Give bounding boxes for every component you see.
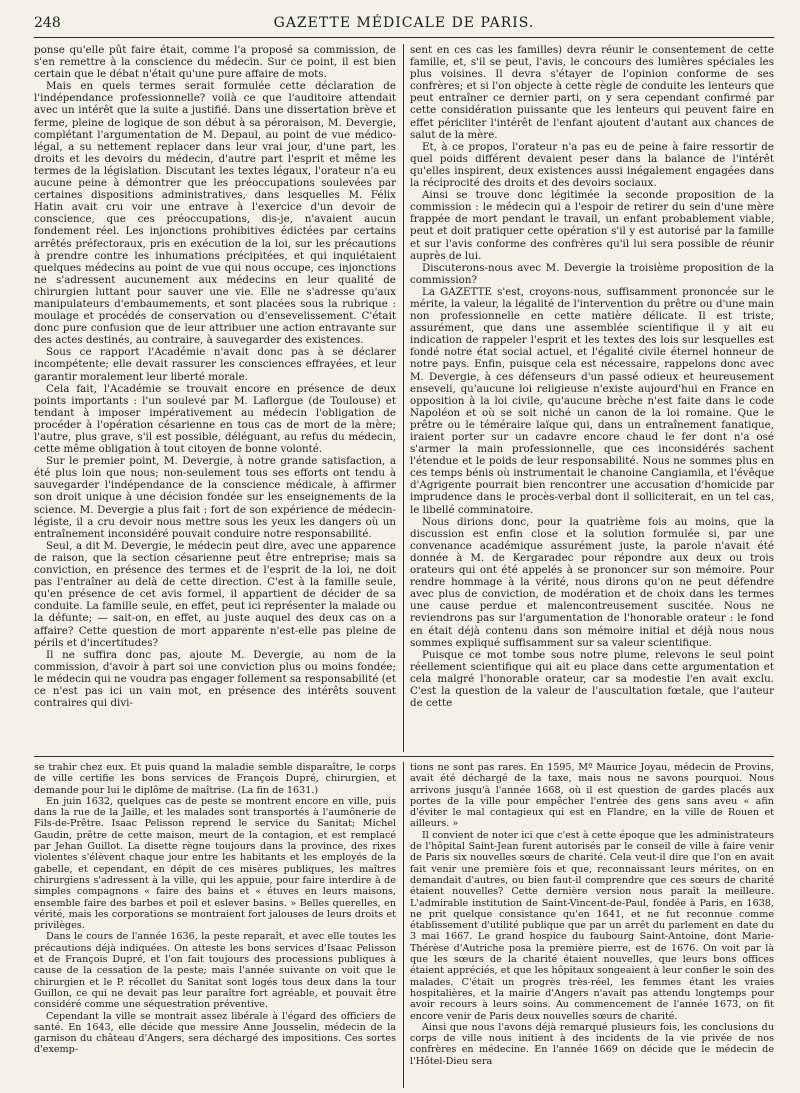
paragraph: Mais en quels termes serait formulée cette déclaration de l'indépendance professionnelle? voilà ce que l'auditoire attendait avec un intérêt que la suite a justifié. Dans une dissertation brève et ferme, pleine de logique de son début à sa péroraison, M. Devergie, complétant l'argumentation de M. Depaul, au point de vue médico-légal, a su nettement replacer dans leur vrai jour, d'une part, les droits et les devoirs du médecin, d'autre part l'esprit et même les termes de la législation. Discutant les textes légaux, l'orateur n'a eu aucune peine à démontrer que les préoccupations soulevées par certaines dispositions administratives, dans lesquelles M. Félix Hatin avait cru voir une entrave à l'exercice d'un devoir de conscience, que ces préoccupations, dis-je, n'avaient aucun fondement réel. Les injonctions prohibitives édictées par certains arrêtés préfectoraux, pris en exécution de la loi, sur les précautions à prendre contre les inhumations précipitées, et qui inquiétaient quelques médecins au point de vue qui nous occupe, ces injonctions ne s'adressent aucunement aux médecins en leur qualité de chirurgien luttant pour sauver une vie. Elle ne s'adresse qu'aux manipulateurs d'embaumements, et sont placées sous la rubrique : moulage et procédés de conservation ou d'ensevelissement. C'était donc pure confusion que de leur attribuer une action entravante sur des actes destinés, au contraire, à sauvegarder des existences. [34, 80, 396, 347]
column-divider [403, 44, 404, 752]
paragraph: Sur le premier point, M. Devergie, à notre grande satisfaction, a été plus loin que nous; non-seulement tous ses efforts ont tendu à sauvegarder l'indépendance de la conscience médicale, à affirmer son droit unique à une décision fondée sur les enseignements de la science. M. Devergie a plus fait : fort de son expérience de médecin-légiste, il a cru devoir nous mettre sous les yeux les dangers où un entraînement inconsidéré pouvait conduire notre responsabilité. [34, 455, 396, 540]
paragraph: Discuterons-nous avec M. Devergie la troisième proposition de la commission? [410, 261, 774, 286]
paragraph: ponse qu'elle pût faire était, comme l'a proposé sa commission, de s'en remettre à la conscience du médecin. Sur ce point, il est bien certain que le débat n'était qu'une pure affaire de mots. [34, 44, 396, 81]
paragraph: Seul, a dit M. Devergie, le médecin peut dire, avec une apparence de raison, que la section césarienne peut être entreprise; mais sa conviction, en présence des termes et de l'esprit de la loi, ne doit pas l'entraîner au delà de cette direction. C'est à la famille seule, qu'en présence de cet avis formel, il appartient de décider de sa conduite. La famille seule, en effet, peut ici représenter la malade ou la défunte; — sait-on, en effet, au juste auquel des deux cas on a affaire? Cette question de mort apparente n'est-elle pas pleine de périls et d'incertitudes? [34, 539, 396, 649]
page-header [34, 15, 774, 38]
paragraph: En juin 1632, quelques cas de peste se montrent encore en ville, puis dans la rue de la Jaille, et les malades sont transportés à l'aumônerie de Fils-de-Prêtre. Isaac Pelisson reprend le service du Sanitat; Michel Gaudin, prêtre de cette maison, meurt de la contagion, et est remplacé par Jehan Guillot. La disette règne toujours dans la province, des rixes violentes s'élèvent chaque jour entre les habitants et les employés de la gabelle, et cependant, en dépit de ces misères publiques, les maîtres chirurgiens s'adressent à la ville, qui les appuie, pour faire interdire à de simples compagnons « faire des bains et « étuves en leurs maisons, ensemble faire des barbes et poil et eslever basins. » Belles querelles, en vérité, mais les corporations se montraient fort jalouses de leurs droits et privilèges. [34, 795, 396, 932]
paragraph: Nous dirions donc, pour la quatrième fois au moins, que la discussion est enfin close et la solution formulée si, par une convenance académique assurément juste, la parole n'avait été donnée à M. de Kergaradec pour répondre aux deux ou trois orateurs qui ont été appelés à se prononcer sur son mémoire. Pour rendre hommage à la vérité, nous dirons qu'on ne peut défendre avec plus de conviction, de modération et de choix dans les termes une cause perdue et malencontreusement suscitée. Nous ne reviendrons pas sur l'argumentation de l'honorable orateur : le fond en était déjà contenu dans son mémoire initial et déjà nous nous sommes expliqué suffisamment sur sa valeur scientifique. [410, 515, 774, 649]
paragraph: Dans le cours de l'année 1636, la peste reparaît, et avec elle toutes les précautions déjà indiquées. On atteste les bons services d'Isaac Pelisson et de François Dupré, et l'on fait toujours des processions publiques à cause de la cessation de la peste; mais l'année suivante on voit que le chirurgien et le P. récollet du Sanitat sont logés tous deux dans la tour Guillon, ce qui ne devait pas leur paraître fort agréable, et pouvait être considéré comme une séquestration préventive. [34, 931, 396, 1011]
paragraph: Sous ce rapport l'Académie n'avait donc pas à se déclarer incompétente; elle devait rassurer les consciences effrayées, et leur garantir moralement leur liberté morale. [34, 346, 396, 383]
paragraph: Il ne suffira donc pas, ajoute M. Devergie, au nom de la commission, d'avoir à part soi une conviction plus ou moins fondée; le médecin qui ne voudra pas engager follement sa responsabilité (et ce n'est pas ici un vain mot, en présence des intérêts souvent contraires qui divi- [34, 648, 396, 710]
feuilleton-divider [34, 756, 774, 757]
paragraph: Puisque ce mot tombe sous notre plume, relevons le seul point réellement scientifique qui ait eu place dans cette argumentation et cela malgré l'honorable orateur, car sa modestie l'en avait exclu. C'est la question de la valeur de l'auscultation fœtale, que l'auteur de cette [410, 648, 774, 710]
paragraph: Cependant la ville se montrait assez libérale à l'égard des officiers de santé. En 1643, elle décide que messire Anne Jousselin, médecin de la garnison du château d'Angers, sera déchargé des impositions. Ces sortes d'exemp- [34, 1010, 396, 1056]
paragraph: sent en ces cas les familles) devra réunir le consentement de cette famille, et, s'il se peut, l'avis, le concours des lumières spéciales les plus voisines. Il devra s'étayer de l'opinion conforme de ses confrères; et si l'on objecte à cette règle de conduite les lenteurs que peut entraîner ce dernier parti, on y sera cependant confirmé par cette considération puissante que les lenteurs qui peuvent faire en effet péricliter l'intérêt de l'enfant ajoutent d'autant aux chances de salut de la mère. [410, 44, 774, 141]
paragraph: La GAZETTE s'est, croyons-nous, suffisamment prononcée sur le mérite, la valeur, la légalité de l'intervention du prêtre ou d'une main non professionnelle en cette matière délicate. Il est triste, assurément, que dans une assemblée scientifique il y ait eu indication de rappeler l'esprit et les textes des lois sur lesquelles est fondé notre état social actuel, et l'égalité civile éternel honneur de notre pays. Enfin, puisque cela est nécessaire, rappelons donc avec M. Devergie, à ces défenseurs d'un passé odieux et heureusement enseveli, qu'aucune loi religieuse n'existe aujourd'hui en France en opposition à la loi civile, qu'aucune brèche n'est faite dans le code Napoléon et où se soit niché un canon de la loi romaine. Que le prêtre ou le téméraire laïque qui, dans un entraînement fanatique, iraient porter sur un cadavre encore chaud le fer dont n'a osé s'armer la main professionnelle, que ces inconsidérés sachent l'étendue et le poids de leur responsabilité. Nous ne sommes plus en ces temps bénis où instrumentait le chanoine Cangiamila, et l'évêque d'Agrigente pourrait bien rencontrer une accusation d'homicide par imprudence dans le procès-verbal dont il solliciterait, en un tel cas, le libellé comminatoire. [410, 285, 774, 516]
paragraph: tions ne sont pas rares. En 1595, Mº Maurice Joyau, médecin de Provins, avait été déchargé de la taxe, mais nous ne savons pourquoi. Nous arrivons jusqu'à l'année 1668, où il est question de gardes placés aux portes de la ville pour empêcher l'entrée des gens sans aveu « afin d'éviter le mal contagieux qui est en Flandre, en la ville de Rouen et ailleurs. » [410, 762, 774, 830]
paragraph: se trahir chez eux. Et puis quand la maladie semble disparaître, le corps de ville certifie les bons services de François Dupré, chirurgien, et demande pour lui le diplôme de maîtrise. (La fin de 1631.) [34, 762, 396, 796]
page-number: 248 [34, 15, 61, 31]
column-bottom-left [34, 762, 396, 1090]
paragraph: Cela fait, l'Académie se trouvait encore en présence de deux points importants : l'un soulevé par M. Laflorgue (de Toulouse) et tendant à imposer impérativement au médecin l'obligation de procéder à l'opération césarienne en tous cas de mort de la mère; l'autre, plus grave, s'il est possible, déléguant, au refus du médecin, cette même obligation à tout citoyen de bonne volonté. [34, 382, 396, 456]
paragraph: Il convient de noter ici que c'est à cette époque que les administrateurs de l'hôpital Saint-Jean furent autorisés par le conseil de ville à faire venir de Paris six nouvelles sœurs de charité. Cela veut-il dire que l'on en avait fait venir une première fois et que, reconnaissant leurs mérites, on en demandait d'autres, ou bien faut-il comprendre que ces sœurs de charité étaient nouvelles? Cette dernière version nous paraît la meilleure. L'admirable institution de Saint-Vincent-de-Paul, fondée à Paris, en 1638, ne prit quelque consistance qu'en 1641, et ne fut reconnue comme établissement d'utilité publique que par un arrêt du parlement en date du 3 mai 1667. Le grand hospice du faubourg Saint-Antoine, dont Marie-Thérèse d'Autriche posa la première pierre, est de 1676. On voit par là que les sœurs de la charité étaient nouvelles, que leurs bons offices étaient appréciés, et que les hôpitaux songeaient à leur confier le soin des malades. C'était un progrès très-réel, les femmes étant les vraies hospitalières, et la mairie d'Angers n'avait pas attendu longtemps pour avoir recours à leurs soins. Au commencement de l'année 1673, on fit encore venir de Paris deux nouvelles sœurs de charité. [410, 829, 774, 1022]
paragraph: Ainsi se trouve donc légitimée la seconde proposition de la commission : le médecin qui a l'espoir de retirer du sein d'une mère frappée de mort pendant le travail, un enfant probablement viable, peut et doit pratiquer cette opération s'il y est autorisé par la famille et sur l'avis conforme des confrères qu'il lui sera possible de réunir auprès de lui. [410, 189, 774, 262]
paragraph: Et, à ce propos, l'orateur n'a pas eu de peine à faire ressortir de quel poids différent devaient peser dans la balance de l'intérêt qu'elles inspirent, deux existences aussi inégalement engagées dans la réciprocité des droits et des devoirs sociaux. [410, 140, 774, 190]
paragraph: Ainsi que nous l'avons déjà remarqué plusieurs fois, les conclusions du corps de ville nous initient à des incidents de la vie privée de nos confrères en médecine. En l'année 1669 on décide que le médecin de l'Hôtel-Dieu sera [410, 1021, 774, 1067]
column-top-left [34, 44, 396, 754]
column-top-right [410, 44, 774, 754]
column-divider [403, 762, 404, 1088]
column-bottom-right [410, 762, 774, 1090]
running-title: GAZETTE MÉDICALE DE PARIS. [273, 15, 535, 31]
